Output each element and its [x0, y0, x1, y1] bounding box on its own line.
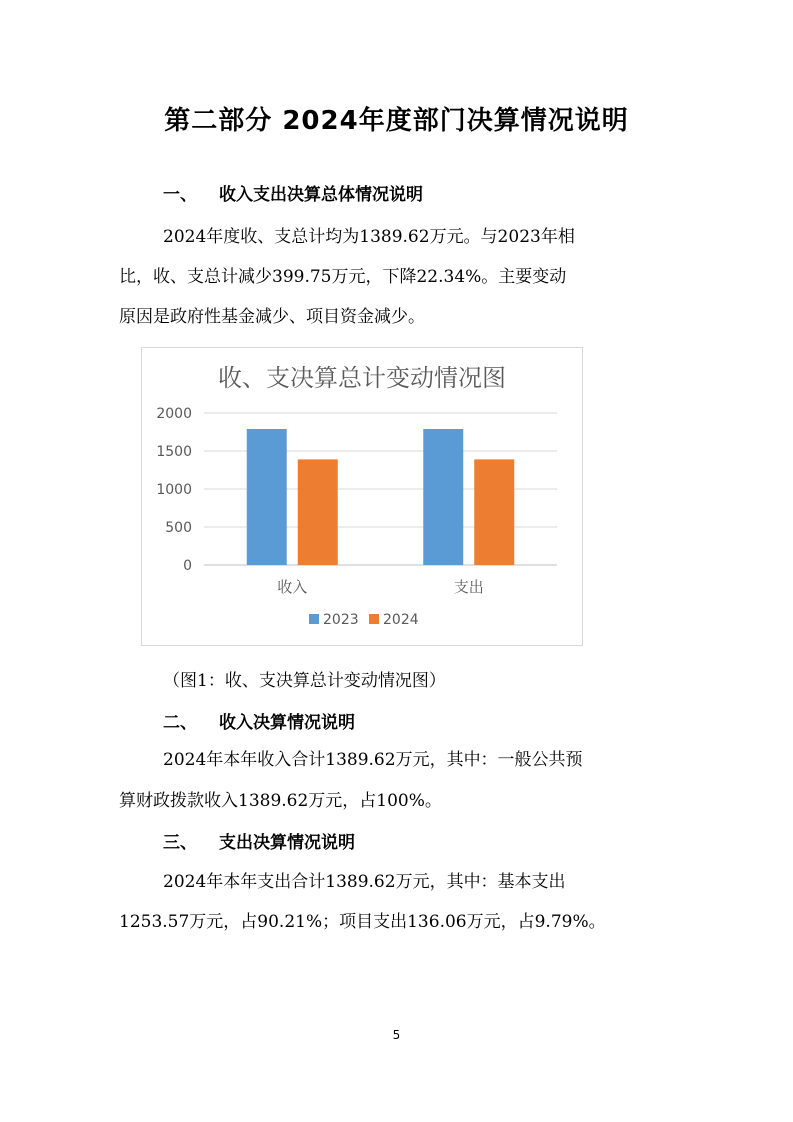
y-tick-label: 1500 [156, 444, 192, 460]
y-tick-label: 2000 [156, 406, 192, 422]
page-number: 5 [392, 1028, 401, 1042]
figure-caption: （图1：收、支决算总计变动情况图） [163, 671, 446, 691]
paragraph-line: 比，收、支总计减少399.75万元，下降22.34%。主要变动 [119, 267, 567, 287]
y-tick-label: 0 [183, 558, 192, 574]
x-tick-label: 支出 [453, 578, 484, 596]
paragraph-line: 2024年本年支出合计1389.62万元，其中：基本支出 [163, 872, 566, 892]
y-tick-label: 500 [165, 520, 192, 536]
section-title: 支出决算情况说明 [219, 833, 355, 853]
bar-2024-1 [474, 459, 514, 565]
section-heading-2 [163, 708, 355, 733]
chart-title: 收、支决算总计变动情况图 [218, 364, 506, 392]
section-title: 收入决算情况说明 [219, 713, 355, 733]
bar-2024-0 [298, 459, 338, 565]
y-tick-label: 1000 [156, 482, 192, 498]
page-title: 第二部分 2024年度部门决算情况说明 [164, 106, 629, 136]
paragraph-line: 2024年本年收入合计1389.62万元，其中：一般公共预 [163, 750, 583, 770]
x-tick-label: 收入 [277, 578, 308, 596]
legend-label: 2024 [383, 612, 419, 628]
section-title: 收入支出决算总体情况说明 [219, 185, 423, 205]
legend-swatch [309, 614, 319, 624]
legend-swatch [369, 614, 379, 624]
bar-2023-1 [423, 429, 463, 565]
paragraph-line: 2024年度收、支总计均为1389.62万元。与2023年相 [163, 227, 575, 247]
paragraph-line: 算财政拨款收入1389.62万元，占100%。 [119, 791, 442, 811]
section-heading-3 [163, 828, 355, 853]
section-heading-1 [163, 180, 423, 205]
paragraph-line: 原因是政府性基金减少、项目资金减少。 [119, 307, 425, 327]
bar-2023-0 [247, 429, 287, 565]
paragraph-line: 1253.57万元，占90.21%；项目支出136.06万元，占9.79%。 [119, 912, 606, 932]
section-number: 三、 [163, 833, 197, 853]
chart-svg [142, 348, 582, 645]
section-number: 二、 [163, 713, 197, 733]
section-number: 一、 [163, 185, 197, 205]
legend-label: 2023 [323, 612, 359, 628]
bar-chart [141, 347, 583, 646]
